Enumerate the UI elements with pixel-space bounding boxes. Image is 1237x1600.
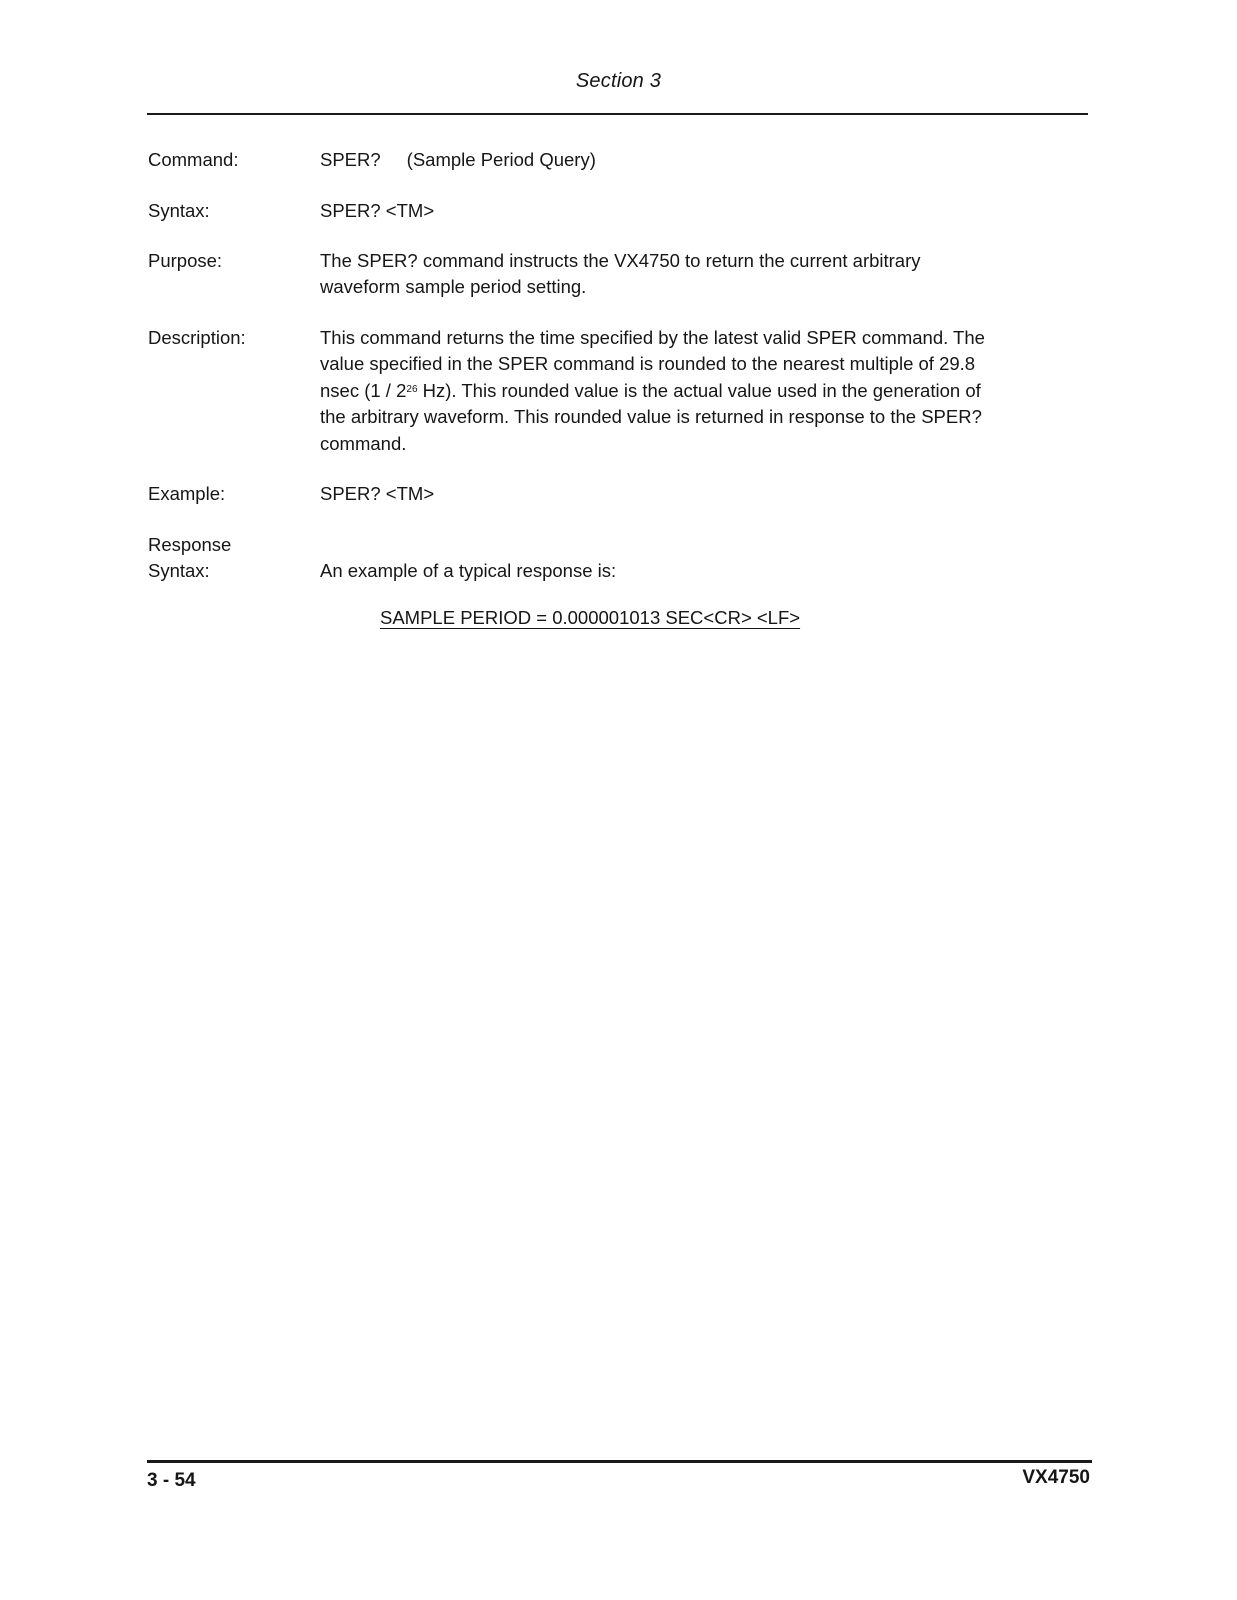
response-intro: An example of a typical response is: bbox=[320, 560, 617, 581]
description-line: the arbitrary waveform. This rounded value is returned in response to the SPER? bbox=[320, 406, 982, 428]
description-text bbox=[320, 325, 1090, 457]
example-value: SPER? <TM> bbox=[320, 483, 435, 504]
description-line: value specified in the SPER command is rounded to the nearest multiple of 29.8 bbox=[320, 353, 976, 375]
description-line: command. bbox=[320, 432, 407, 454]
response-syntax-label-line: Response bbox=[148, 534, 232, 555]
purpose-line: The SPER? command instructs the VX4750 to return the current arbitrary bbox=[320, 250, 921, 271]
purpose-text bbox=[320, 248, 1090, 301]
purpose-line: waveform sample period setting. bbox=[320, 276, 587, 298]
example-label: Example: bbox=[148, 483, 226, 504]
page-number: 3 - 54 bbox=[147, 1470, 196, 1491]
exponent: 26 bbox=[406, 383, 418, 395]
product-name: VX4750 bbox=[1022, 1467, 1090, 1488]
response-syntax-label-line: Syntax: bbox=[148, 560, 210, 581]
description-line: This command returns the time specified by the latest valid SPER command. The bbox=[320, 327, 985, 348]
command-description: (Sample Period Query) bbox=[406, 149, 596, 170]
header-rule bbox=[147, 113, 1088, 115]
command-label: Command: bbox=[148, 149, 239, 170]
footer-rule bbox=[147, 1460, 1092, 1463]
purpose-label: Purpose: bbox=[148, 250, 223, 271]
section-header: Section 3 bbox=[575, 70, 662, 92]
description-line-part: nsec (1 / 2 bbox=[320, 379, 407, 401]
command-name: SPER? bbox=[320, 149, 381, 170]
syntax-value: SPER? <TM> bbox=[320, 200, 435, 221]
response-sample: SAMPLE PERIOD = 0.000001013 SEC<CR> <LF> bbox=[380, 607, 801, 628]
description-line bbox=[320, 378, 1090, 404]
command-value bbox=[320, 147, 1090, 173]
syntax-label: Syntax: bbox=[148, 200, 210, 221]
description-label: Description: bbox=[148, 327, 246, 348]
description-line-part: Hz). This rounded value is the actual value used in the generation of bbox=[417, 379, 981, 401]
response-syntax-label bbox=[148, 532, 308, 584]
